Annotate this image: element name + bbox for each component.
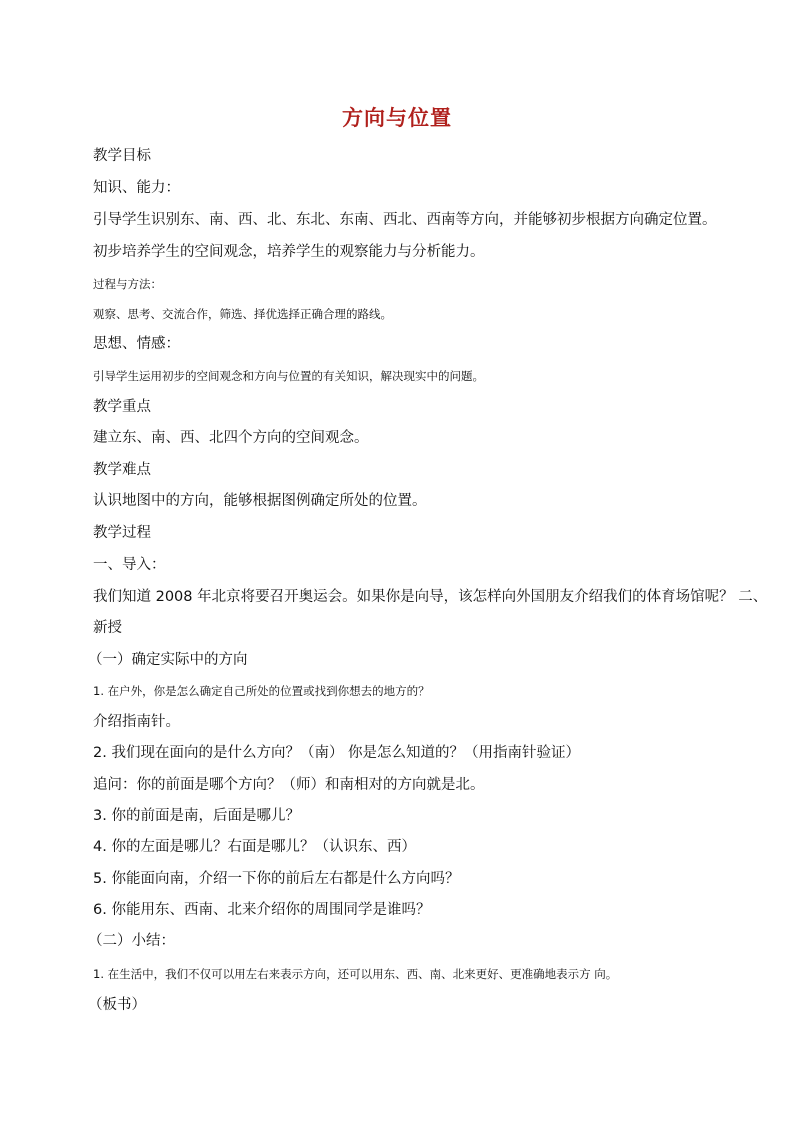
question-6: 6. 你能用东、西南、北来介绍你的周围同学是谁吗？ bbox=[93, 902, 431, 918]
section-summary: （二）小结： bbox=[88, 933, 175, 949]
subheading-introduction: 一、导入： bbox=[93, 557, 166, 573]
heading-difficulty: 教学难点 bbox=[93, 462, 151, 478]
follow-up-question: 追问：你的前面是哪个方向？（师）和南相对的方向就是北。 bbox=[93, 777, 485, 793]
paragraph-goal-2: 初步培养学生的空间观念，培养学生的观察能力与分析能力。 bbox=[93, 244, 485, 260]
question-2: 2. 我们现在面向的是什么方向？（南） 你是怎么知道的？（用指南针验证） bbox=[93, 745, 581, 761]
section-determine-direction: （一）确定实际中的方向 bbox=[88, 652, 248, 668]
question-3: 3. 你的前面是南，后面是哪儿？ bbox=[93, 808, 300, 824]
subheading-new-lesson: 新授 bbox=[93, 620, 122, 636]
paragraph-compass: 介绍指南针。 bbox=[93, 714, 180, 730]
blackboard-note: （板书） bbox=[88, 997, 146, 1013]
document-title: 方向与位置 bbox=[342, 105, 452, 130]
question-1: 1. 在户外，你是怎么确定自己所处的位置或找到你想去的地方的？ bbox=[93, 684, 430, 698]
subheading-process-method: 过程与方法： bbox=[93, 277, 162, 291]
subheading-knowledge-ability: 知识、能力： bbox=[93, 180, 180, 196]
question-4: 4. 你的左面是哪儿？右面是哪儿？（认识东、西） bbox=[93, 839, 416, 855]
paragraph-process: 观察、思考、交流合作，筛选、择优选择正确合理的路线。 bbox=[93, 307, 392, 321]
heading-teaching-goals: 教学目标 bbox=[93, 148, 151, 164]
paragraph-difficulty: 认识地图中的方向，能够根据图例确定所处的位置。 bbox=[93, 493, 427, 509]
paragraph-key-point: 建立东、南、西、北四个方向的空间观念。 bbox=[93, 430, 369, 446]
summary-point-1: 1. 在生活中，我们不仅可以用左右来表示方向，还可以用东、西、南、北来更好、更准确地表示方 向。 bbox=[93, 967, 618, 981]
paragraph-emotion: 引导学生运用初步的空间观念和方向与位置的有关知识，解决现实中的问题。 bbox=[93, 369, 484, 383]
subheading-thought-emotion: 思想、情感： bbox=[93, 336, 180, 352]
paragraph-goal-1: 引导学生识别东、南、西、北、东北、东南、西北、西南等方向，并能够初步根据方向确定位置。 bbox=[93, 212, 717, 228]
paragraph-introduction: 我们知道 2008 年北京将要召开奥运会。如果你是向导，该怎样向外国朋友介绍我们的体育场馆呢？ 二、 bbox=[93, 589, 768, 605]
heading-key-point: 教学重点 bbox=[93, 399, 151, 415]
question-5: 5. 你能面向南，介绍一下你的前后左右都是什么方向吗？ bbox=[93, 871, 460, 887]
heading-teaching-process: 教学过程 bbox=[93, 525, 151, 541]
